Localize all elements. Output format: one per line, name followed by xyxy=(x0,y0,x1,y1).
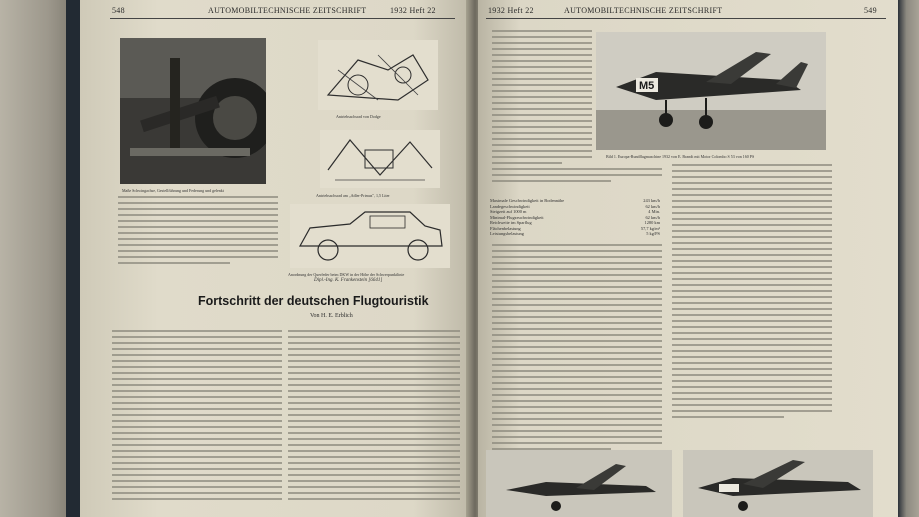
header-rule xyxy=(110,18,455,19)
dodge-axle-drawing xyxy=(318,40,438,110)
right-journal-title: AUTOMOBILTECHNISCHE ZEITSCHRIFT xyxy=(564,6,723,15)
axle-photo xyxy=(120,38,266,184)
specs-table xyxy=(490,198,660,237)
spec-row: Flächenbelastung 57,7 kg/m² xyxy=(490,225,660,231)
dkw-car-drawing xyxy=(290,204,450,268)
right-text-lower xyxy=(492,244,662,454)
article-author: Von H. E. Erblich xyxy=(310,313,353,319)
spec-row: Maximale Geschwindigkeit in Bodennähe 243 km/h xyxy=(490,198,660,203)
spec-row: Leistungsbelastung 5 kg/PS xyxy=(490,231,660,236)
spec-row: Minimal-Flugzeuchwindigkeit 62 km/h xyxy=(490,214,660,220)
right-header-rule xyxy=(486,18,886,19)
adler-axle-drawing xyxy=(320,130,440,188)
caption-fig2: Antriebsachsrad von Dodge xyxy=(336,114,381,119)
left-page xyxy=(80,0,472,517)
right-text-column xyxy=(672,164,832,422)
left-issue-label: 1932 Heft 22 xyxy=(390,6,436,15)
right-page xyxy=(478,0,898,517)
article-column-left xyxy=(112,330,282,504)
caption-fig3: Antriebsachsrad am „Adler-Primus", 1,5 Liter xyxy=(316,193,390,198)
article-column-right xyxy=(288,330,460,504)
right-text-middle xyxy=(492,168,662,186)
author-signoff: Dipl.-Ing. K. Frankenstein [6641] xyxy=(314,278,383,283)
aircraft-photo-bottom-left xyxy=(486,450,672,517)
spec-row: Reichweite im Sparflug 1280 km xyxy=(490,220,660,225)
right-text-column-top xyxy=(492,30,592,168)
left-page-number: 548 xyxy=(112,6,125,15)
caption-fig1: Maße Schwingachse, Gestellführung und Federung und gelenkt xyxy=(122,188,224,193)
spec-row: Steigzeit auf 1000 m 4 Min. xyxy=(490,209,660,214)
intro-text-block xyxy=(118,196,278,268)
background-edge xyxy=(898,0,919,517)
right-page-number: 549 xyxy=(864,6,877,15)
spec-row: Landegeschwindigkeit 62 km/h xyxy=(490,203,660,209)
right-issue-label: 1932 Heft 22 xyxy=(488,6,534,15)
caption-fig4: Anordnung der Querfeder beim DKW in der Höhe der Schwerpunktlinie xyxy=(288,272,405,277)
left-journal-title: AUTOMOBILTECHNISCHE ZEITSCHRIFT xyxy=(208,6,367,15)
caption-fig5: Bild 1. Europa-Rundflugmaschine 1932 von E. Brandt mit Motor Colombo S 53 von 160 PS xyxy=(606,154,755,159)
aircraft-photo-bottom-right xyxy=(683,450,873,517)
aircraft-photo xyxy=(596,32,826,150)
article-heading: Fortschritt der deutschen Flugtouristik xyxy=(198,294,429,308)
plane-marking: M5 xyxy=(639,80,655,92)
